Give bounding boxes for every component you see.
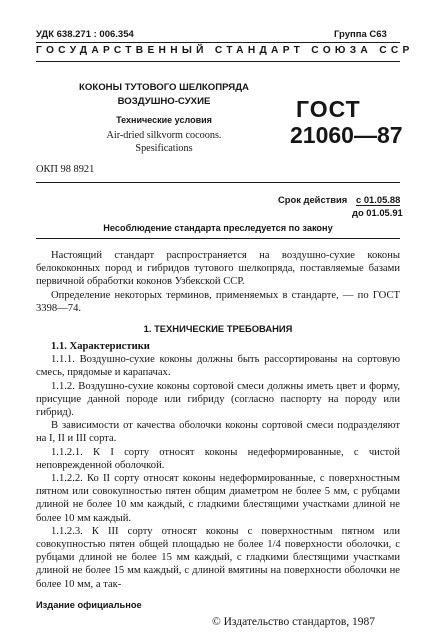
validity-from: с 01.05.88 [356,194,401,205]
intro-paragraph: Определение некоторых терминов, применяемых в стандарте, — по ГОСТ 3398—74. [36,289,400,314]
characteristics-block [36,340,400,591]
clause-paragraph: В зависимости от качества оболочки коконы сортовой смеси подразделяют на I, II и III сорта. [36,420,400,445]
title-en-line1: Air-dried silkvorm cocoons. [106,130,222,141]
section-title: 1. ТЕХНИЧЕСКИЕ ТРЕБОВАНИЯ [143,323,293,334]
validity-label: Срок действия [278,194,348,205]
gost-label: ГОСТ [296,96,361,122]
title-ru-line2: ВОЗДУШНО-СУХИЕ [117,96,211,107]
group-code: Группа С63 [334,29,387,40]
clause-paragraph: 1.1.2.3. К III сорту относят коконы с поверхностным пятном или совокупностью пятен общей площадью не более 1/4 поверхности оболочки, с рубцами длиной не более 15 мм каждый, с гладкими блестящими участками длиной не более 15 мм каждый, с длиной вмятины на поверхности оболочки не более 10 мм, а так- [36,525,400,590]
clause-paragraph: 1.1.1. Воздушно-сухие коконы должны быть рассортированы на сортовую смесь, прядомые и карапачах. [36,354,400,379]
intro-paragraph: Настоящий стандарт распространяется на воздушно-сухие коконы белококонных пород и гибридов тутового шелкопряда, поставляемые базами первичной обработки коконов Узбекской ССР. [36,250,400,288]
title-en-line2: Spesifications [135,143,193,154]
clause-paragraph: 1.1.2.1. К I сорту относят коконы недеформированные, с чистой неповрежденной оболочкой. [36,446,400,471]
notice-rule [36,238,400,239]
legal-notice: Несоблюдение стандарта преследуется по закону [103,223,333,233]
subsection-heading: 1.1. Характеристики [51,341,150,352]
gost-number: 21060—87 [290,122,403,148]
title-ru-line1: КОКОНЫ ТУТОВОГО ШЕЛКОПРЯДА [79,82,249,93]
okp-code: ОКП 98 8921 [36,164,95,175]
clause-paragraph: 1.1.2.2. Ко II сорту относят коконы недеформированные, с поверхностным пятном или совокупностью пятен общим диаметром не более 5 мм, с рубцами длиной не более 10 мм каждый, с гладкими блестящими участками длиной не более 10 мм каждый. [36,473,400,524]
standard-band: ГОСУДАРСТВЕННЫЙ СТАНДАРТ СОЮЗА ССР [36,45,414,56]
title-rule [36,182,400,183]
validity-to: до 01.05.91 [352,207,403,218]
official-edition: Издание официальное [36,600,142,610]
publisher-copyright: © Издательство стандартов, 1987 [212,616,376,628]
clause-paragraph: 1.1.2. Воздушно-сухие коконы сортовой смеси должны иметь цвет и форму, присущие данной породе или гибриду (согласно паспорту на породу или гибрид). [36,380,400,419]
intro-block [36,249,400,315]
udk-code: УДК 638.271 : 006.354 [36,29,134,40]
band-rule [36,61,400,62]
top-rule [36,42,400,43]
title-subtitle: Технические условия [116,115,212,125]
